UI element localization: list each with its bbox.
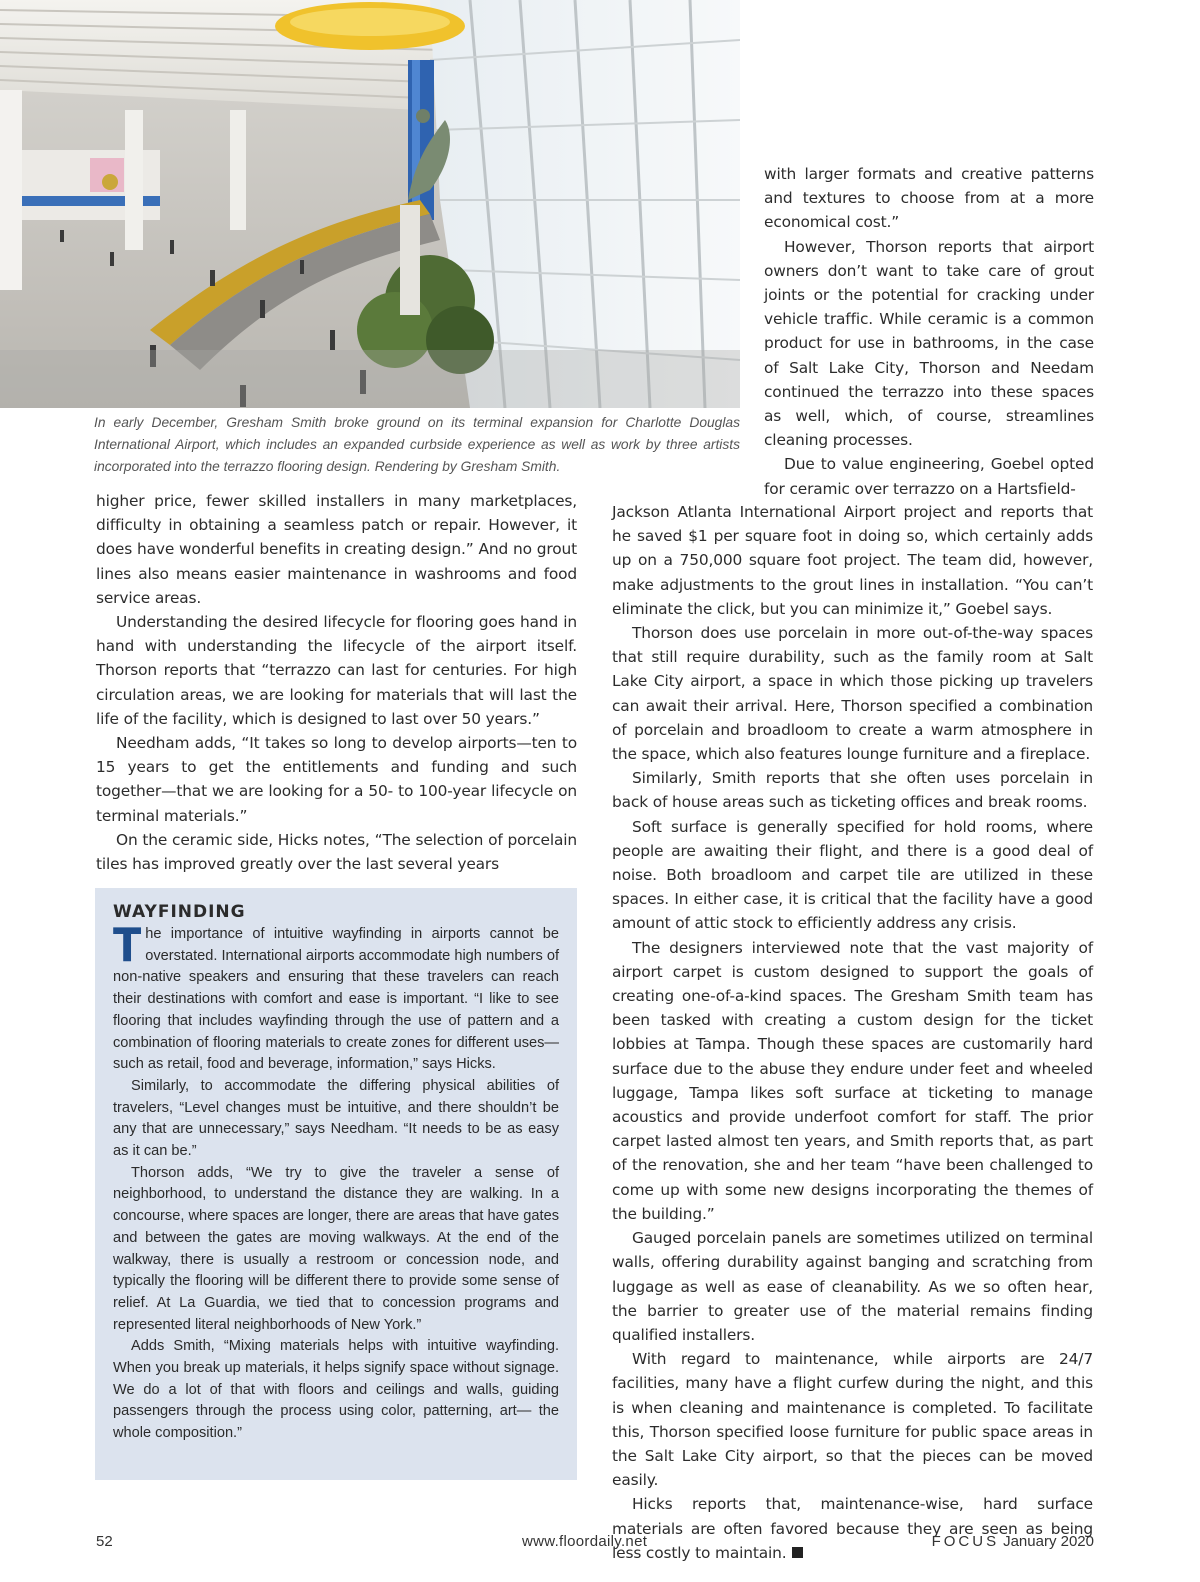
magazine-name: FOCUS: [931, 1533, 1000, 1550]
paragraph: Soft surface is generally specified for hold rooms, where people are awaiting their flight, and there is a good deal of noise. Both broadloom and carpet tile are utilized in these spaces. In either case, it is critical that the facility have a good amount of attic stock to efficiently address any crisis.: [612, 817, 1093, 933]
hero-photo: [0, 0, 740, 408]
paragraph: Thorson does use porcelain in more out-of-the-way spaces that still require durability, such as the family room at Salt Lake City airport, a space in which those picking up travelers can await their arrival. Here, Thorson specified a combination of porcelain and broadloom to create a warm atmosphere in the space, which also features lounge furniture and a fireplace.: [612, 624, 1093, 764]
paragraph: Similarly, Smith reports that she often uses porcelain in back of house areas such as ticketing offices and break rooms.: [612, 769, 1093, 812]
sidebar-paragraph-text: he importance of intuitive wayfinding in airports cannot be overstated. International airports accommodate high numbers of non-native speakers and ensuring that these travelers can reach their destinations with comfort and ease is important. “I like to see flooring that includes wayfinding through the use of pattern and a combination of flooring materials to create zones for different uses— such as retail, food and beverage, information,” says Hicks.: [113, 926, 559, 1073]
issue-date: January 2020: [1003, 1533, 1094, 1550]
sidebar-paragraph: Adds Smith, “Mixing materials helps with intuitive wayfinding. When you break up materials, it helps signify space without signage. We do a lot of that with floors and ceilings and walls, guiding passengers through the process using color, patterning, art— the whole composition.”: [113, 1338, 559, 1442]
right-top-column: [764, 162, 1094, 501]
airport-rendering-image: [0, 0, 740, 408]
sidebar-paragraph: Similarly, to accommodate the differing physical abilities of travelers, “Level changes must be intuitive, and there shouldn’t be any that are unnecessary,” says Needham. “It needs to be as easy as it can be.”: [113, 1077, 559, 1160]
drop-cap: T: [113, 918, 142, 972]
end-mark-icon: [792, 1547, 803, 1558]
sidebar-text: [113, 918, 559, 1445]
left-column: [96, 489, 577, 876]
footer-issue: [932, 1533, 1094, 1550]
last-paragraph-text: Hicks reports that, maintenance-wise, hard surface materials are often favored because they are seen as being less costly to maintain.: [612, 1495, 1093, 1562]
paragraph: On the ceramic side, Hicks notes, “The selection of porcelain tiles has improved greatly over the last several years: [96, 830, 577, 874]
paragraph: higher price, fewer skilled installers in many marketplaces, difficulty in obtaining a seamless patch or repair. However, it does have wonderful benefits in creating design.” And no grout lines also means easier maintenance in washrooms and food service areas.: [96, 492, 577, 607]
paragraph: Gauged porcelain panels are sometimes utilized on terminal walls, offering durability against banging and scratching from luggage as well as ease of cleanability. As we so often hear, the barrier to greater use of the material remains finding qualified installers.: [612, 1229, 1093, 1344]
paragraph: With regard to maintenance, while airports are 24/7 facilities, many have a flight curfew during the night, and this is when cleaning and maintenance is completed. To facilitate this, Thorson specified loose furniture for public space areas in the Salt Lake City airport, so that the pieces can be moved easily.: [612, 1350, 1093, 1490]
paragraph: with larger formats and creative patterns and textures to choose from at a more economical cost.”: [764, 165, 1094, 232]
wayfinding-sidebar: [95, 888, 577, 1480]
paragraph: Needham adds, “It takes so long to develop airports—ten to 15 years to get the entitlements and funding and such together—that we are looking for a 50- to 100-year lifecycle on terminal materials.”: [96, 734, 577, 825]
paragraph: Due to value engineering, Goebel opted for ceramic over terrazzo on a Hartsfield-: [764, 455, 1094, 498]
paragraph: The designers interviewed note that the vast majority of airport carpet is custom designed to support the goals of creating one-of-a-kind spaces. The Gresham Smith team has been tasked with creating a custom design for the ticket lobbies at Tampa. Though these spaces are customarily hard surface due to the abuse they endure under feet and wheeled luggage, Tampa likes soft surface at ticketing to manage acoustics and provide underfoot comfort for staff. The prior carpet lasted almost ten years, and Smith reports that, as part of the renovation, she and her team “have been challenged to come up with some new designs incorporating the themes of the building.”: [612, 938, 1093, 1223]
sidebar-title: WAYFINDING: [113, 902, 246, 922]
sidebar-paragraph: Thorson adds, “We try to give the traveler a sense of neighborhood, to understand the distance they are walking. In a concourse, where spaces are longer, there are areas that have gates and between the gates are moving walkways. At the end of the walkway, there is usually a restroom or concession node, and typically the flooring will be different there to provide some sense of relief. At La Guardia, we tied that to concession programs and represented literal neighborhoods of New York.”: [113, 1164, 559, 1333]
page-number: 52: [96, 1533, 113, 1550]
paragraph: [612, 1492, 1093, 1565]
paragraph: Jackson Atlanta International Airport project and reports that he saved $1 per square foot in doing so, which certainly adds up on a 750,000 square foot project. The team did, however, make adjustments to the grout lines in installation. “You can’t eliminate the click, but you can minimize it,” Goebel says.: [612, 503, 1093, 618]
sidebar-paragraph: [113, 918, 559, 1076]
photo-caption: In early December, Gresham Smith broke ground on its terminal expansion for Charlotte Douglas International Airport, which includes an expanded curbside experience as well as work by three artists incorporated into the terrazzo flooring design. Rendering by Gresham Smith.: [94, 415, 740, 474]
right-main-column: [612, 500, 1093, 1565]
paragraph: However, Thorson reports that airport owners don’t want to take care of grout joints or the potential for cracking under vehicle traffic. While ceramic is a common product for use in bathrooms, in the case of Salt Lake City, Thorson and Needam continued the terrazzo into these spaces as well, which, of course, streamlines cleaning processes.: [764, 237, 1094, 450]
footer-url: www.floordaily.net: [522, 1533, 648, 1550]
paragraph: Understanding the desired lifecycle for flooring goes hand in hand with understanding the lifecycle of the airport itself. Thorson reports that “terrazzo can last for centuries. For high circulation areas, we are looking for materials that will last the life of the facility, which is designed to last over 50 years.”: [96, 613, 577, 728]
